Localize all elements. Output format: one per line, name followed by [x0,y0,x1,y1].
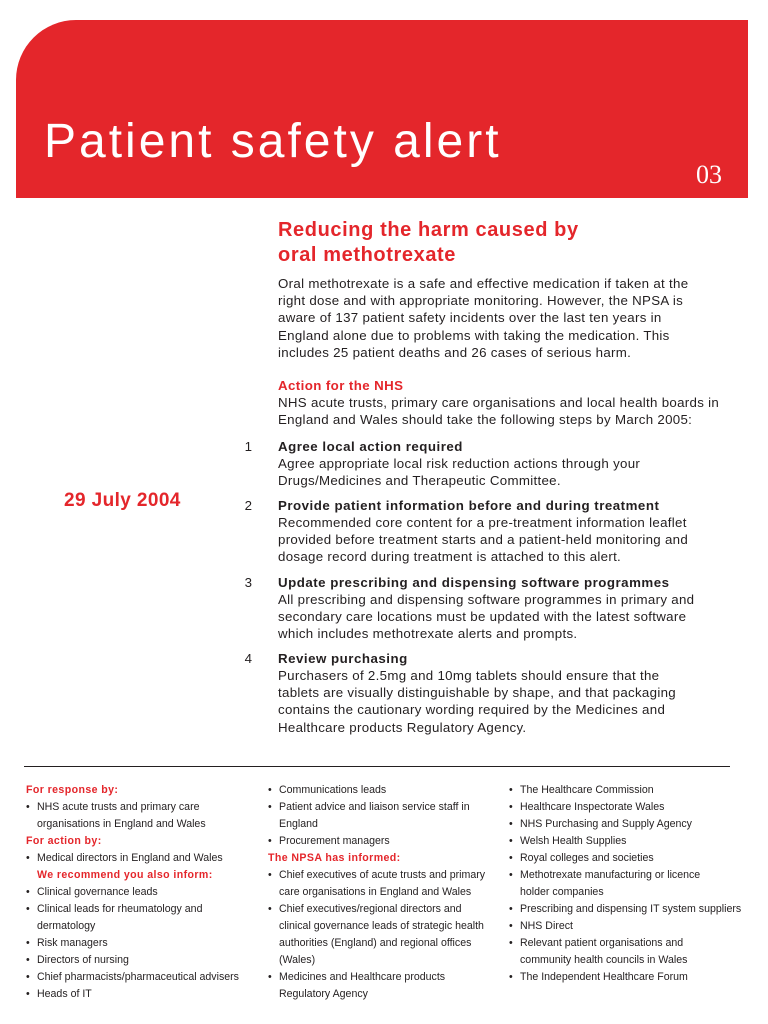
section-divider [24,766,730,767]
recommend-list [26,884,256,1003]
step-number: 1 [244,439,252,454]
informed-list-continued [509,782,754,986]
list-item: • Healthcare Inspectorate Wales [509,799,754,816]
recommend-list-continued [268,782,508,850]
list-item: • Procurement managers [268,833,508,850]
action-by-heading: For action by: [26,835,102,847]
alert-number: 03 [696,160,722,189]
informed-list [268,867,508,1003]
list-item: • NHS Direct [509,918,754,935]
list-item: • Patient advice and liaison service staff in England [268,799,508,833]
step-title: Provide patient information before and during treatment [278,498,660,513]
list-item: • NHS Purchasing and Supply Agency [509,816,754,833]
list-item: • Royal colleges and societies [509,850,754,867]
step-body: All prescribing and dispensing software programmes in primary and secondary care locations must be updated with the latest software which includes methotrexate alerts and prompts. [278,592,695,642]
response-list [26,799,256,833]
action-intro: NHS acute trusts, primary care organisations and local health boards in England and Wales should take the following steps by March 2005: [278,395,720,428]
step-number: 2 [244,498,252,513]
distribution-column-3 [509,782,754,986]
list-item: • Methotrexate manufacturing or licence holder companies [509,867,754,901]
list-item: • Welsh Health Supplies [509,833,754,850]
list-item: • Directors of nursing [26,952,256,969]
list-item: • Chief executives of acute trusts and primary care organisations in England and Wales [268,867,508,901]
distribution-column-2 [268,782,508,1003]
informed-heading: The NPSA has informed: [268,852,401,864]
list-item: • Clinical leads for rheumatology and dermatology [26,901,256,935]
step-body: Purchasers of 2.5mg and 10mg tablets should ensure that the tablets are visually distinguishable by shape, and that packaging contains the cautionary wording required by the Medicines and Healthcare products Regulatory Agency. [278,668,676,735]
step-body: Recommended core content for a pre-treatment information leaflet provided before treatment starts and a patient-held monitoring and dosage record during treatment is attached to this alert. [278,515,689,565]
step-number: 3 [244,575,252,590]
list-item: • Communications leads [268,782,508,799]
alert-banner [16,20,748,198]
alert-headline: Reducing the harm caused by oral methotrexate [278,219,579,266]
response-heading: For response by: [26,784,119,796]
step-body: Agree appropriate local risk reduction actions through your Drugs/Medicines and Therapeutic Committee. [278,456,641,489]
list-item: • Prescribing and dispensing IT system suppliers [509,901,754,918]
step-title: Review purchasing [278,651,408,666]
list-item: • Risk managers [26,935,256,952]
list-item: • The Healthcare Commission [509,782,754,799]
list-item: • Clinical governance leads [26,884,256,901]
list-item: • NHS acute trusts and primary care organisations in England and Wales [26,799,256,833]
list-item: • Heads of IT [26,986,256,1003]
list-item: • Relevant patient organisations and community health councils in Wales [509,935,754,969]
action-by-list [26,850,256,867]
step-title: Update prescribing and dispensing software programmes [278,575,670,590]
intro-paragraph: Oral methotrexate is a safe and effective medication if taken at the right dose and with appropriate monitoring. However, the NPSA is aware of 137 patient safety incidents over the last ten years in England alone due to problems with taking the medication. This includes 25 patient deaths and 26 cases of serious harm. [278,276,689,360]
list-item: • The Independent Healthcare Forum [509,969,754,986]
list-item: • Medical directors in England and Wales [26,850,256,867]
step-number: 4 [244,651,252,666]
distribution-column-1 [26,782,256,1003]
action-heading: Action for the NHS [278,378,404,393]
list-item: • Medicines and Healthcare products Regulatory Agency [268,969,508,1003]
step-title: Agree local action required [278,439,463,454]
list-item: • Chief pharmacists/pharmaceutical advisers [26,969,256,986]
list-item: • Chief executives/regional directors and clinical governance leads of strategic health authorities (England) and regional offices (Wales) [268,901,508,969]
alert-date: 29 July 2004 [64,490,181,511]
recommend-heading: We recommend you also inform: [37,869,213,881]
alert-title: Patient safety alert [44,115,502,168]
